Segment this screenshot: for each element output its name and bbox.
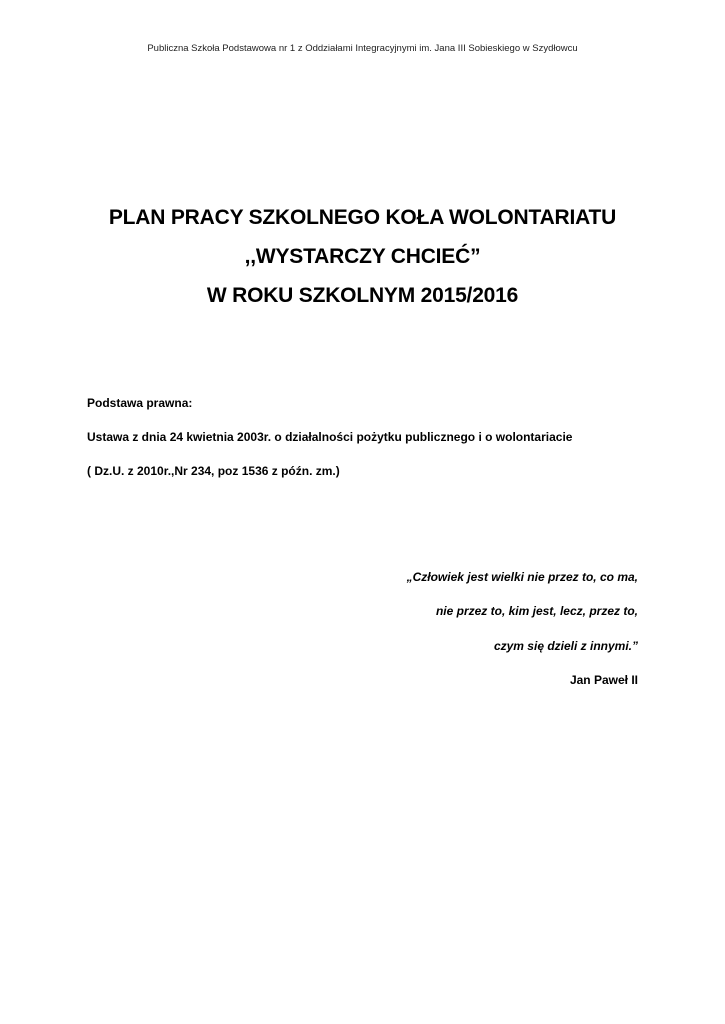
title-line-2: ,,WYSTARCZY CHCIEĆ” (244, 245, 481, 268)
legal-basis-reference: ( Dz.U. z 2010r.,Nr 234, poz 1536 z późn. zm.) (87, 464, 340, 478)
quote-line-1: „Człowiek jest wielki nie przez to, co ma, (406, 570, 638, 584)
document-title (0, 198, 725, 315)
title-line-3: W ROKU SZKOLNYM 2015/2016 (206, 284, 519, 307)
legal-basis-label: Podstawa prawna: (87, 396, 193, 410)
legal-basis-act: Ustawa z dnia 24 kwietnia 2003r. o działalności pożytku publicznego i o wolontariacie (87, 430, 573, 444)
page-header: Publiczna Szkoła Podstawowa nr 1 z Oddziałami Integracyjnymi im. Jana III Sobieskiego w Szydłowcu (147, 43, 578, 54)
quote-line-2: nie przez to, kim jest, lecz, przez to, (435, 604, 638, 618)
quote-line-3: czym się dzieli z innymi.” (493, 639, 638, 653)
title-line-1: PLAN PRACY SZKOLNEGO KOŁA WOLONTARIATU (108, 206, 617, 229)
quote-author: Jan Paweł II (569, 673, 638, 687)
